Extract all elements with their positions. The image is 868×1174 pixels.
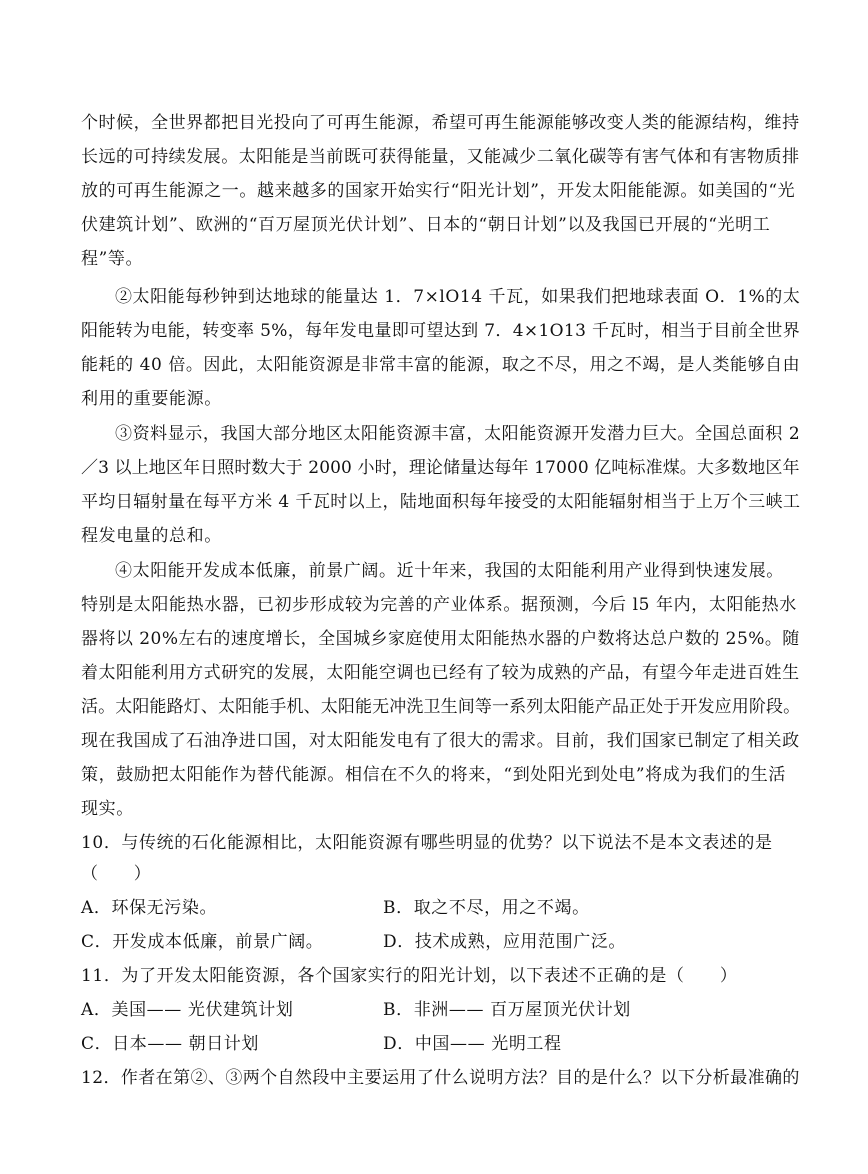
text-line: 个时候，全世界都把目光投向了可再生能源，希望可再生能源能够改变人类的能源结构，维持 bbox=[81, 113, 800, 133]
text-line: 策，鼓励把太阳能作为替代能源。相信在不久的将来，“到处阳光到处电”将成为我们的生活 bbox=[81, 765, 786, 785]
text-line: 现实。 bbox=[81, 799, 134, 819]
option-a: A．美国—— 光伏建筑计划 bbox=[81, 1000, 294, 1020]
option-a: A．环保无污染。 bbox=[81, 898, 218, 918]
option-b: B．取之不尽，用之不竭。 bbox=[383, 898, 590, 918]
text-line: 现在我国成了石油净进口国，对太阳能发电有了很大的需求。目前，我们国家已制定了相关政 bbox=[81, 731, 800, 751]
answer-blank: （ ） bbox=[81, 864, 152, 884]
text-line: ④太阳能开发成本低廉，前景广阔。近十年来，我国的太阳能利用产业得到快速发展。 bbox=[115, 561, 784, 581]
question-stem: 12．作者在第②、③两个自然段中主要运用了什么说明方法？目的是什么？以下分析最准确的 bbox=[81, 1068, 800, 1088]
text-line: 放的可再生能源之一。越来越多的国家开始实行“阳光计划”，开发太阳能能源。如美国的“光 bbox=[81, 181, 796, 201]
question-stem: 10．与传统的石化能源相比，太阳能资源有哪些明显的优势？以下说法不是本文表述的是 bbox=[81, 833, 773, 853]
option-c: C．日本—— 朝日计划 bbox=[81, 1034, 260, 1054]
text-line: ③资料显示，我国大部分地区太阳能资源丰富，太阳能资源开发潜力巨大。全国总面积 2 bbox=[115, 424, 801, 444]
option-b: B．非洲—— 百万屋顶光伏计划 bbox=[383, 1000, 631, 1020]
text-line: 阳能转为电能，转变率 5%，每年发电量即可望达到 7．4×1O13 千瓦时，相当于目前全世界 bbox=[81, 321, 801, 341]
text-line: 程”等。 bbox=[81, 249, 144, 269]
option-c: C．开发成本低廉，前景广阔。 bbox=[81, 932, 324, 952]
option-d: D．技术成熟，应用范围广泛。 bbox=[383, 932, 627, 952]
text-line: 能耗的 40 倍。因此，太阳能资源是非常丰富的能源，取之不尽，用之不竭，是人类能够自由 bbox=[81, 355, 801, 375]
text-line: 伏建筑计划”、欧洲的“百万屋顶光伏计划”、日本的“朝日计划”以及我国已开展的“光明工 bbox=[81, 215, 771, 235]
text-line: ②太阳能每秒钟到达地球的能量达 1．7×lO14 千瓦，如果我们把地球表面 O．1%的太 bbox=[115, 287, 801, 307]
text-line: 器将以 20%左右的速度增长，全国城乡家庭使用太阳能热水器的户数将达总户数的 25%。随 bbox=[81, 629, 800, 649]
text-line: 平均日辐射量在每平方米 4 千瓦时以上，陆地面积每年接受的太阳能辐射相当于上万个三峡工 bbox=[81, 492, 801, 512]
question-stem: 11．为了开发太阳能资源，各个国家实行的阳光计划，以下表述不正确的是（ ） bbox=[81, 966, 738, 986]
text-line: 长远的可持续发展。太阳能是当前既可获得能量，又能减少二氧化碳等有害气体和有害物质排 bbox=[81, 147, 800, 167]
option-d: D．中国—— 光明工程 bbox=[383, 1034, 562, 1054]
text-line: 特别是太阳能热水器，已初步形成较为完善的产业体系。据预测，今后 l5 年内，太阳能热水 bbox=[81, 595, 797, 615]
text-line: 着太阳能利用方式研究的发展，太阳能空调也已经有了较为成熟的产品，有望今年走进百姓生 bbox=[81, 663, 800, 683]
text-line: 活。太阳能路灯、太阳能手机、太阳能无冲洗卫生间等一系列太阳能产品正处于开发应用阶段。 bbox=[81, 697, 801, 717]
text-line: 利用的重要能源。 bbox=[81, 389, 222, 409]
text-line: 程发电量的总和。 bbox=[81, 526, 222, 546]
text-line: ／3 以上地区年日照时数大于 2000 小时，理论储量达每年 17000 亿吨标准煤。大多数地区年 bbox=[81, 458, 800, 478]
